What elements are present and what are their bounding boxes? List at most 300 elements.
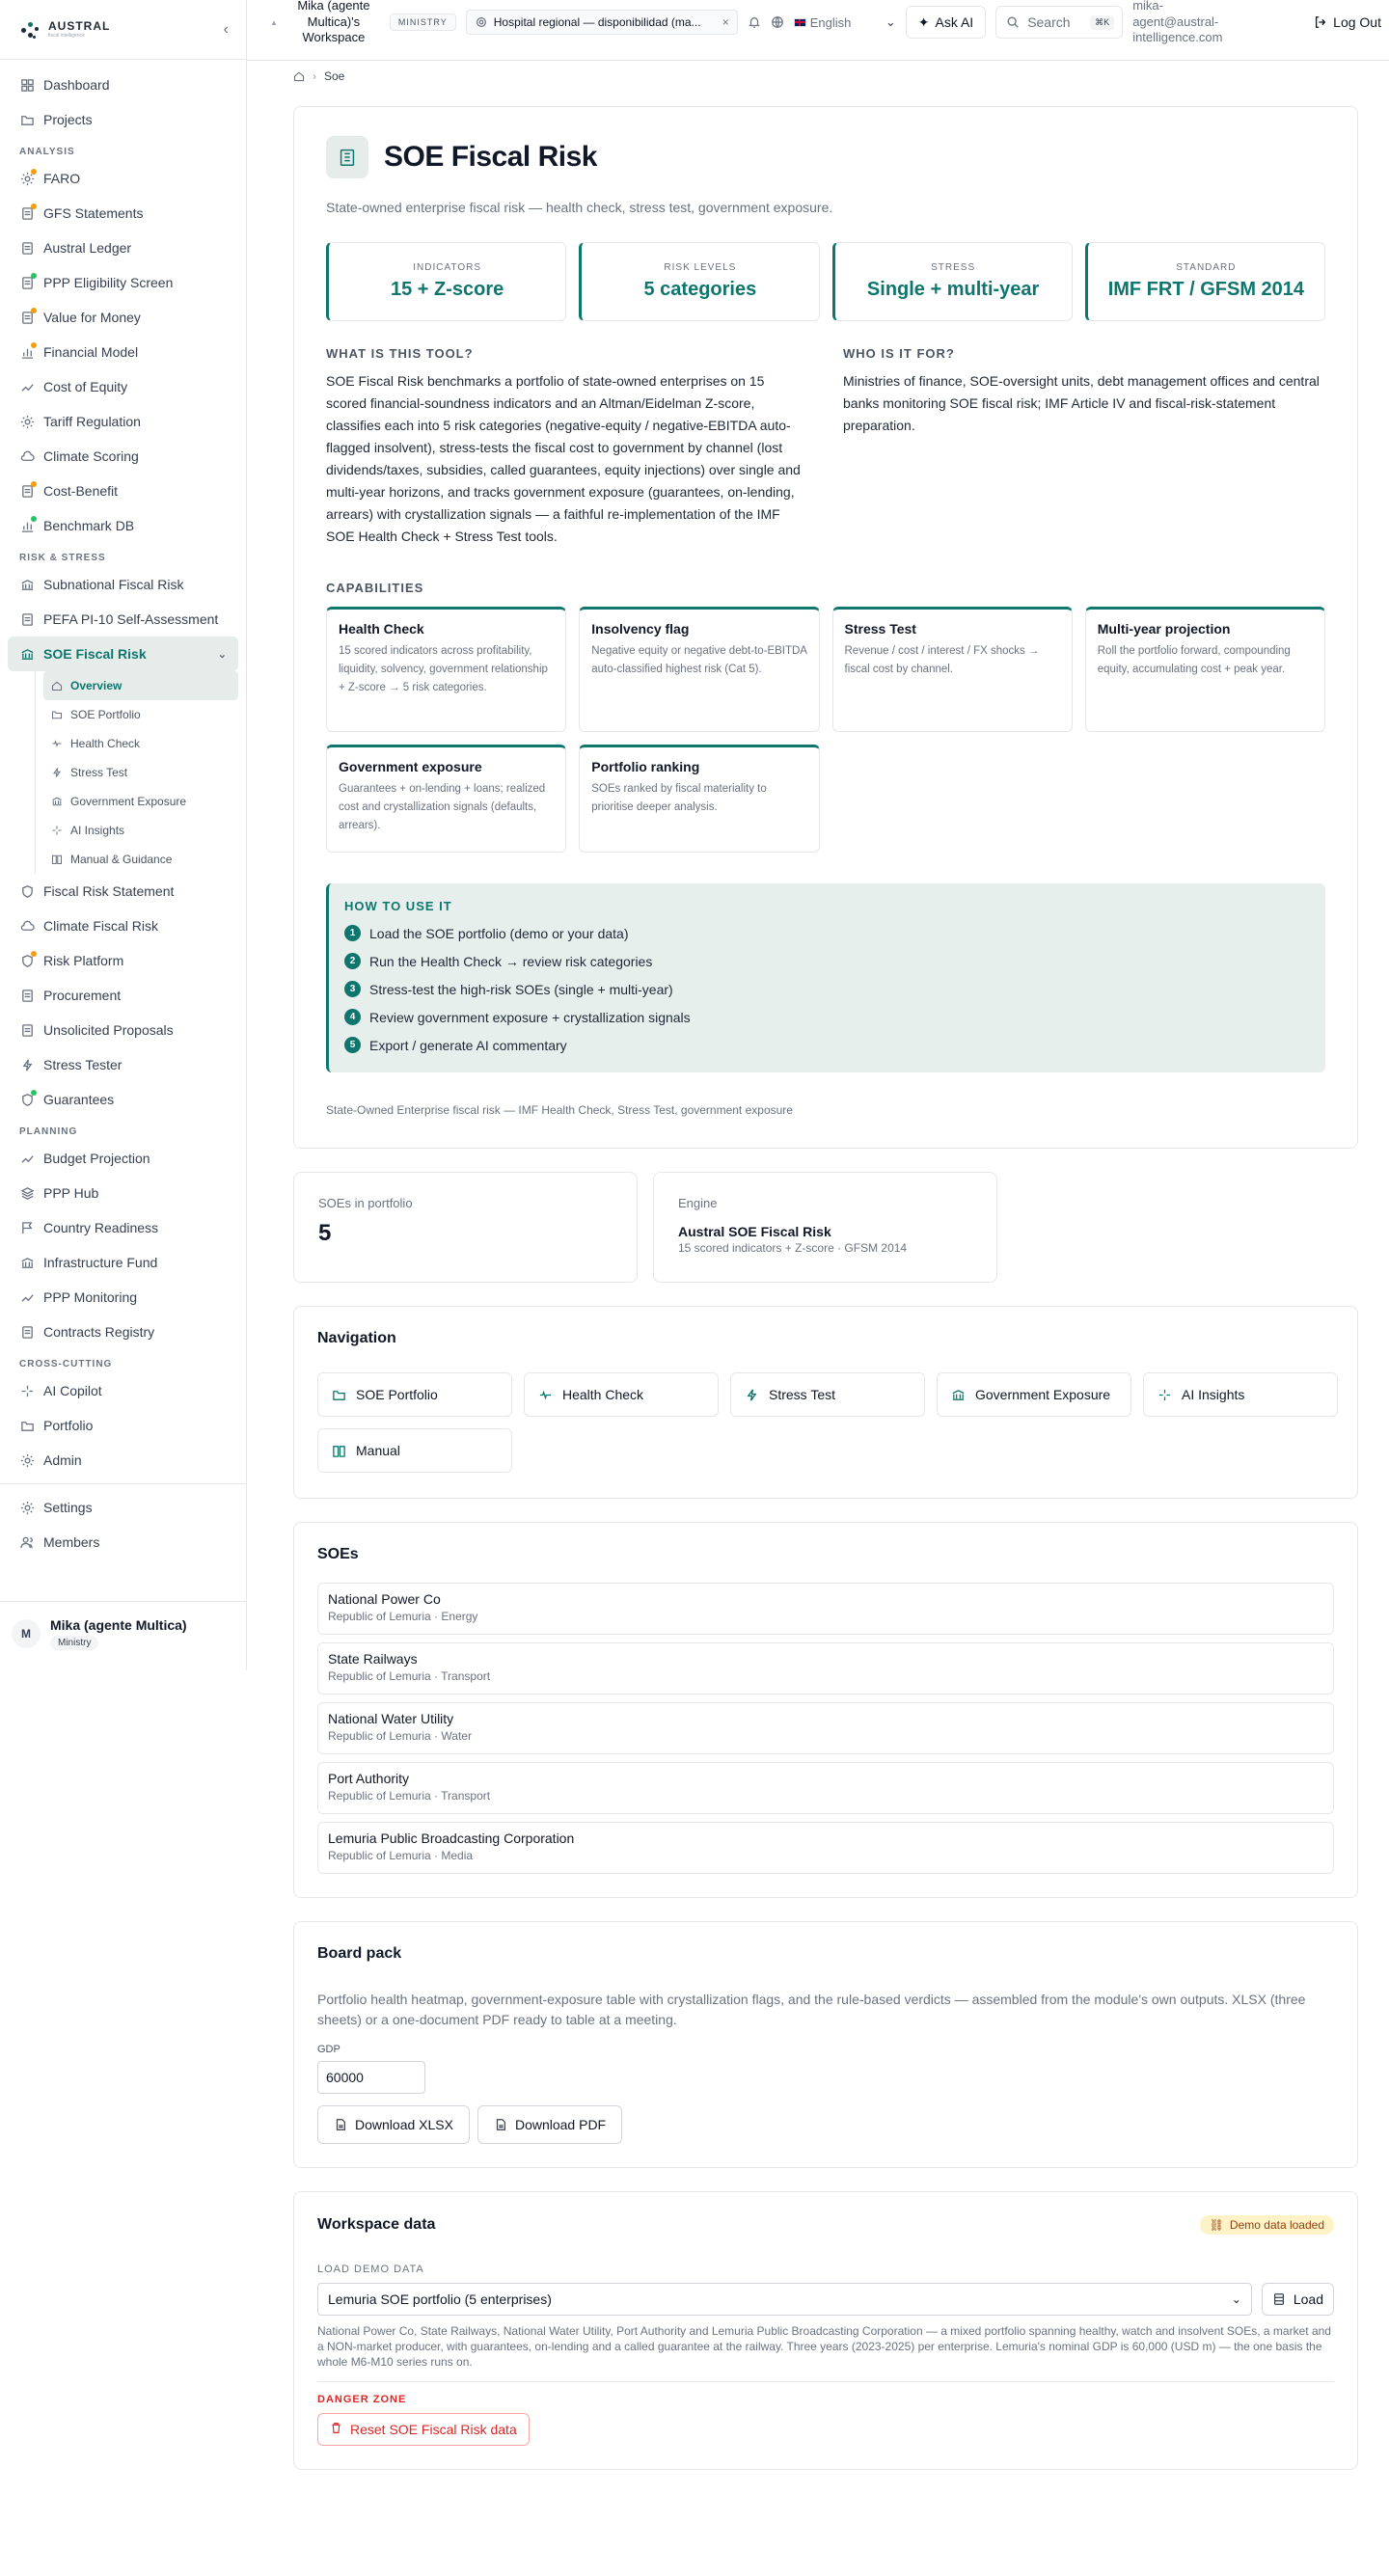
cloud-icon	[19, 918, 35, 934]
how-to-heading: HOW TO USE IT	[344, 899, 452, 913]
kpi-label: Engine	[678, 1196, 718, 1210]
how-to-step	[344, 975, 1310, 1003]
selected-value: Lemuria SOE portfolio (5 enterprises)	[328, 2291, 552, 2307]
how-to-step	[344, 919, 1310, 947]
sidebar-item-budget-projection[interactable]	[8, 1141, 238, 1176]
status-dot	[31, 516, 37, 522]
breadcrumb-current: Soe	[324, 69, 345, 83]
breadcrumb-separator: ›	[313, 69, 316, 83]
sidebar-item-label: Austral Ledger	[43, 240, 132, 256]
lightning-icon	[19, 1057, 35, 1072]
nav-card-manual[interactable]	[317, 1428, 512, 1473]
target-icon	[475, 15, 488, 29]
how-to-step	[344, 1031, 1310, 1059]
folder-icon	[19, 112, 35, 127]
folder-icon	[19, 1418, 35, 1433]
step-number: 5	[344, 1037, 361, 1053]
bell-icon[interactable]	[748, 15, 761, 29]
document-icon	[19, 988, 35, 1003]
download-xlsx-button[interactable]	[317, 2105, 470, 2144]
capability-description: SOEs ranked by fiscal materiality to prioritise deeper analysis.	[591, 783, 767, 813]
globe-icon[interactable]	[771, 15, 784, 29]
sidebar-item-gfs-statements[interactable]	[8, 196, 238, 230]
bar-chart-icon	[19, 518, 35, 533]
sidebar-item-infrastructure-fund[interactable]	[8, 1245, 238, 1280]
stat-value: 5 categories	[643, 279, 757, 300]
sidebar-item-label: Settings	[43, 1500, 93, 1515]
workspace-name[interactable]: Mika (agente Multica)'s Workspace	[297, 0, 370, 45]
nav-card-label: Health Check	[562, 1387, 644, 1402]
database-icon	[1272, 2292, 1286, 2306]
home-icon[interactable]	[293, 70, 305, 82]
workspace-data-panel	[293, 2191, 1358, 2470]
status-dot	[31, 273, 37, 279]
language-select[interactable]	[794, 14, 896, 30]
list-item[interactable]	[317, 1702, 1334, 1754]
dashboard-icon	[19, 77, 35, 93]
capabilities-heading: CAPABILITIES	[326, 581, 424, 595]
board-pack-panel	[293, 1921, 1358, 2168]
nav-card-stress-test[interactable]	[730, 1372, 925, 1417]
step-text: Review government exposure + crystallization signals	[369, 1009, 691, 1025]
folder-icon	[51, 709, 64, 721]
soe-meta: Republic of Lemuria · Transport	[328, 1789, 491, 1803]
user-name: Mika (agente Multica)	[50, 1617, 187, 1633]
reset-data-button[interactable]	[317, 2413, 530, 2446]
sidebar-item-projects[interactable]	[8, 102, 238, 137]
sidebar	[0, 0, 247, 1670]
capability-card	[326, 745, 566, 853]
lightning-icon	[745, 1388, 759, 1402]
logout-icon	[1314, 15, 1327, 29]
status-badge	[1200, 2215, 1334, 2235]
subnav-item-soe-portfolio[interactable]	[43, 700, 238, 729]
document-icon	[19, 1022, 35, 1038]
status-dot	[31, 203, 37, 209]
page-subtitle: State-owned enterprise fiscal risk — health check, stress test, government exposure.	[326, 200, 833, 215]
tier-badge: MINISTRY	[390, 14, 456, 31]
stat-card	[579, 242, 819, 321]
active-project-pill[interactable]	[466, 10, 738, 35]
home-icon	[51, 680, 64, 692]
soe-name: National Power Co	[328, 1591, 441, 1607]
sidebar-item-label: Value for Money	[43, 310, 141, 325]
sidebar-item-label: Members	[43, 1534, 100, 1550]
capabilities-grid	[326, 607, 1325, 853]
subnav-item-label: Government Exposure	[70, 795, 187, 808]
sidebar-item-financial-model[interactable]	[8, 335, 238, 369]
sidebar-item-ppp-monitoring[interactable]	[8, 1280, 238, 1315]
bank-icon	[326, 136, 368, 178]
tool-overview-card	[293, 106, 1358, 1149]
load-demo-label: LOAD DEMO DATA	[317, 2264, 424, 2275]
pulse-icon	[51, 738, 64, 750]
chevron-down-icon: ⌄	[1231, 2292, 1241, 2306]
bar-chart-icon	[19, 344, 35, 360]
capability-title: Insolvency flag	[591, 621, 690, 637]
link-icon: ⛓	[1209, 2218, 1224, 2232]
sidebar-item-label: Portfolio	[43, 1418, 94, 1433]
soe-name: Port Authority	[328, 1771, 410, 1786]
sidebar-item-label: Cost of Equity	[43, 379, 128, 394]
soe-meta: Republic of Lemuria · Water	[328, 1729, 472, 1743]
kpi-label: SOEs in portfolio	[318, 1196, 413, 1210]
sidebar-item-label: GFS Statements	[43, 205, 144, 221]
sidebar-item-label: Infrastructure Fund	[43, 1255, 158, 1270]
nav-card-government-exposure[interactable]	[937, 1372, 1131, 1417]
pulse-icon	[538, 1388, 553, 1402]
what-heading: WHAT IS THIS TOOL?	[326, 346, 474, 361]
sidebar-item-stress-tester[interactable]	[8, 1047, 238, 1082]
nav-card-label: Manual	[356, 1443, 400, 1458]
subnav-item-ai-insights[interactable]	[43, 816, 238, 845]
book-icon	[51, 854, 64, 866]
sidebar-item-ai-copilot[interactable]	[8, 1373, 238, 1408]
document-icon	[19, 611, 35, 627]
bank-icon	[19, 646, 35, 662]
collapse-sidebar-icon[interactable]: ‹	[223, 20, 229, 38]
main-content	[247, 60, 1389, 2470]
language-label: English	[809, 14, 852, 30]
capability-description: Negative equity or negative debt-to-EBITDA auto-classified highest risk (Cat 5).	[591, 645, 807, 675]
soe-name: State Railways	[328, 1651, 418, 1667]
avatar: M	[12, 1619, 41, 1648]
breadcrumb	[270, 60, 1366, 93]
subnav-item-label: Manual & Guidance	[70, 853, 173, 866]
demo-dataset-description: National Power Co, State Railways, National Water Utility, Port Authority and Lemuria Public Broadcasting Corporation — a mixed portfolio spanning healthy, watch and insolvent SOEs, a market and a NON-market producer, with guarantees, on-lending and a called guarantee at the railway. Three years (2023-2025) per enterprise. Lemuria's nominal GDP is 60,000 (USD m) — the one basis the whole M6-M10 series runs on.	[317, 2324, 1331, 2369]
sidebar-item-unsolicited-proposals[interactable]	[8, 1013, 238, 1047]
subnav-item-government-exposure[interactable]	[43, 787, 238, 816]
subnav-item-stress-test[interactable]	[43, 758, 238, 787]
brand-name: AUSTRAL	[48, 19, 111, 33]
brand-tagline: fiscal intelligence	[48, 33, 85, 39]
step-number: 1	[344, 925, 361, 941]
bank-icon	[51, 796, 64, 808]
status-dot	[31, 169, 37, 175]
chevron-down-icon: ⌄	[885, 14, 896, 29]
stat-label: RISK LEVELS	[664, 262, 737, 273]
users-icon	[19, 1534, 35, 1550]
sidebar-item-contracts-registry[interactable]	[8, 1315, 238, 1349]
panel-title: Navigation	[317, 1330, 396, 1346]
subnav-item-label: Stress Test	[70, 766, 128, 779]
sidebar-item-climate-fiscal-risk[interactable]	[8, 908, 238, 943]
stat-row	[326, 242, 1325, 321]
section-heading-analysis: ANALYSIS	[19, 147, 75, 157]
subnav-item-label: Overview	[70, 679, 123, 692]
capability-title: Multi-year projection	[1097, 621, 1231, 637]
sidebar-item-label: Projects	[43, 112, 93, 127]
sidebar-item-label: PPP Eligibility Screen	[43, 275, 174, 290]
sidebar-item-label: Contracts Registry	[43, 1324, 155, 1340]
sidebar-user[interactable]	[0, 1601, 246, 1666]
gear-icon	[19, 1500, 35, 1515]
bank-icon	[951, 1388, 966, 1402]
demo-dataset-select[interactable]	[317, 2283, 1252, 2316]
sidebar-item-austral-ledger[interactable]	[8, 230, 238, 265]
sidebar-item-label: FARO	[43, 171, 81, 186]
sidebar-item-benchmark-db[interactable]	[8, 508, 238, 543]
button-label: Reset SOE Fiscal Risk data	[350, 2422, 517, 2437]
kpi-value: 5	[318, 1220, 332, 1246]
sidebar-item-label: Risk Platform	[43, 953, 124, 968]
bank-icon	[19, 577, 35, 592]
sidebar-item-country-readiness[interactable]	[8, 1210, 238, 1245]
capability-description: Roll the portfolio forward, compounding equity, accumulating cost + peak year.	[1097, 645, 1291, 675]
stat-value: 15 + Z-score	[390, 279, 504, 300]
step-number: 3	[344, 981, 361, 997]
document-icon	[19, 205, 35, 221]
status-dot	[31, 481, 37, 487]
soe-meta: Republic of Lemuria · Energy	[328, 1610, 478, 1623]
stat-card	[1085, 242, 1325, 321]
sidebar-item-label: Admin	[43, 1452, 82, 1468]
soe-name: Lemuria Public Broadcasting Corporation	[328, 1830, 575, 1846]
book-icon	[332, 1444, 346, 1458]
document-icon	[19, 240, 35, 256]
soe-meta: Republic of Lemuria · Transport	[328, 1669, 491, 1683]
soe-subnav	[35, 671, 238, 874]
stat-value: IMF FRT / GFSM 2014	[1107, 279, 1305, 300]
gear-icon	[19, 171, 35, 186]
sidebar-item-label: Fiscal Risk Statement	[43, 883, 175, 899]
close-icon[interactable]: ×	[722, 15, 729, 29]
trend-icon	[19, 1151, 35, 1166]
chevron-down-icon[interactable]: ⌄	[217, 648, 227, 661]
shield-icon	[19, 953, 35, 968]
button-label: Load	[1293, 2291, 1323, 2307]
sidebar-item-label: Stress Tester	[43, 1057, 123, 1072]
flag-icon	[19, 1220, 35, 1235]
who-heading: WHO IS IT FOR?	[843, 346, 955, 361]
sparkle-icon	[51, 825, 64, 837]
section-heading-risk: RISK & STRESS	[19, 553, 106, 563]
user-tier-badge: Ministry	[50, 1636, 98, 1650]
subnav-item-label: SOE Portfolio	[70, 708, 141, 721]
sidebar-item-label: Subnational Fiscal Risk	[43, 577, 184, 592]
how-to-step	[344, 1003, 1310, 1031]
overview-footnote: State-Owned Enterprise fiscal risk — IMF Health Check, Stress Test, government exposure	[326, 1103, 793, 1117]
capability-card	[1085, 607, 1325, 732]
document-icon	[19, 275, 35, 290]
sidebar-item-label: Guarantees	[43, 1092, 115, 1107]
capability-title: Government exposure	[339, 759, 482, 774]
uk-flag-icon	[794, 18, 806, 27]
logout-button[interactable]	[1314, 14, 1381, 30]
capability-title: Health Check	[339, 621, 424, 637]
soes-panel	[293, 1522, 1358, 1898]
nav-card-label: Stress Test	[769, 1387, 835, 1402]
engine-description: 15 scored indicators + Z-score · GFSM 2014	[678, 1241, 908, 1255]
section-heading-cross-cutting: CROSS-CUTTING	[19, 1359, 113, 1369]
step-text: Run the Health Check → review risk categories	[369, 953, 653, 969]
load-button[interactable]	[1262, 2283, 1334, 2316]
folder-icon	[332, 1388, 346, 1402]
panel-title: Board pack	[317, 1945, 402, 1962]
list-item[interactable]	[317, 1822, 1334, 1874]
trend-icon	[19, 379, 35, 394]
sidebar-item-soe-fiscal-risk[interactable]	[8, 637, 238, 671]
navigation-panel	[293, 1306, 1358, 1499]
sparkle-icon	[19, 1383, 35, 1398]
capability-description: Guarantees + on-lending + loans; realized cost and crystallization signals (defaults, arrears).	[339, 783, 546, 831]
file-icon	[494, 2118, 507, 2131]
soe-count-card	[293, 1172, 638, 1283]
workspace-switcher-icon[interactable]: ▲	[270, 17, 278, 27]
sidebar-item-label: Procurement	[43, 988, 122, 1003]
sidebar-item-subnational-fiscal-risk[interactable]	[8, 567, 238, 602]
logo-mark-icon	[19, 18, 42, 41]
board-pack-description: Portfolio health heatmap, government-exposure table with crystallization flags, and the rule-based verdicts — assembled from the module's own outputs. XLSX (three sheets) or a one-document PDF ready to table at a meeting.	[317, 1992, 1306, 2027]
sidebar-item-tariff-regulation[interactable]	[8, 404, 238, 439]
logout-label: Log Out	[1333, 14, 1381, 30]
who-text: Ministries of finance, SOE-oversight units, debt management offices and central banks monitoring SOE fiscal risk; IMF Article IV and fiscal-risk-statement preparation.	[843, 373, 1320, 433]
search-icon	[1006, 15, 1020, 29]
sidebar-item-label: Country Readiness	[43, 1220, 159, 1235]
download-pdf-button[interactable]	[477, 2105, 622, 2144]
search-shortcut: ⌘K	[1090, 15, 1114, 30]
user-email: mika-agent@austral-intelligence.com	[1132, 0, 1223, 45]
status-dot	[31, 1090, 37, 1096]
active-project-name: Hospital regional — disponibilidad (ma...	[493, 15, 701, 29]
list-item[interactable]	[317, 1583, 1334, 1635]
sidebar-item-settings[interactable]	[8, 1490, 238, 1525]
capability-card	[579, 745, 819, 853]
list-item[interactable]	[317, 1642, 1334, 1695]
how-to-panel	[326, 883, 1325, 1072]
nav-card-label: AI Insights	[1182, 1387, 1245, 1402]
document-icon	[19, 1324, 35, 1340]
stat-label: INDICATORS	[413, 262, 481, 273]
how-to-step	[344, 947, 1310, 975]
search-placeholder: Search	[1027, 14, 1071, 30]
sidebar-item-pefa-pi-10-self-assessment[interactable]	[8, 602, 238, 637]
capability-card	[832, 607, 1073, 732]
capability-description: 15 scored indicators across profitability, liquidity, solvency, government relationship + Z-score → 5 risk categories.	[339, 645, 548, 693]
nav-card-health-check[interactable]	[524, 1372, 719, 1417]
step-text: Export / generate AI commentary	[369, 1037, 567, 1053]
step-number: 2	[344, 953, 361, 969]
button-label: Download XLSX	[355, 2117, 453, 2132]
sidebar-item-procurement[interactable]	[8, 978, 238, 1013]
panel-title: SOEs	[317, 1546, 359, 1562]
stat-value: Single + multi-year	[866, 279, 1040, 300]
section-heading-planning: PLANNING	[19, 1126, 78, 1137]
capability-card	[579, 607, 819, 732]
shield-icon	[19, 1092, 35, 1107]
engine-card	[653, 1172, 997, 1283]
sidebar-item-fiscal-risk-statement[interactable]	[8, 874, 238, 908]
sidebar-item-label: Benchmark DB	[43, 518, 135, 533]
subnav-item-manual-and-guidance[interactable]	[43, 845, 238, 874]
sidebar-item-risk-platform[interactable]	[8, 943, 238, 978]
stat-label: STRESS	[931, 262, 976, 273]
capability-card	[326, 607, 566, 732]
panel-title: Workspace data	[317, 2216, 436, 2233]
document-icon	[19, 310, 35, 325]
list-item[interactable]	[317, 1762, 1334, 1814]
capability-description: Revenue / cost / interest / FX shocks → fiscal cost by channel.	[844, 645, 1040, 675]
sidebar-item-cost-of-equity[interactable]	[8, 369, 238, 404]
stat-card	[326, 242, 566, 321]
nav-card-label: Government Exposure	[975, 1387, 1111, 1402]
gdp-input[interactable]	[317, 2061, 425, 2094]
status-dot	[31, 342, 37, 348]
sidebar-item-members[interactable]	[8, 1525, 238, 1559]
capability-title: Portfolio ranking	[591, 759, 700, 774]
austral-logo[interactable]	[19, 18, 110, 41]
brand-header	[0, 0, 246, 60]
trash-icon	[330, 2422, 342, 2437]
stat-label: STANDARD	[1176, 262, 1237, 273]
sidebar-item-label: PEFA PI-10 Self-Assessment	[43, 611, 219, 627]
sidebar-item-guarantees[interactable]	[8, 1082, 238, 1117]
subnav-item-health-check[interactable]	[43, 729, 238, 758]
sidebar-item-faro[interactable]	[8, 161, 238, 196]
danger-zone-label: DANGER ZONE	[317, 2394, 407, 2405]
sidebar-item-label: Unsolicited Proposals	[43, 1022, 174, 1038]
sidebar-item-label: Tariff Regulation	[43, 414, 141, 429]
sidebar-item-ppp-hub[interactable]	[8, 1176, 238, 1210]
topbar	[247, 0, 1389, 44]
what-text: SOE Fiscal Risk benchmarks a portfolio of state-owned enterprises on 15 scored financial-soundness indicators and an Altman/Eidelman Z-score, classifies each into 5 risk categories (negative-equity / negative-EBITDA auto-flagged insolvent), stress-tests the fiscal cost to government by channel (lost dividends/taxes, subsidies, called guarantees, equity injections) over single and multi-year horizons, and tracks government exposure (guarantees, on-lending, arrears) with crystallization signals — a faithful re-implementation of the IMF SOE Health Check + Stress Test tools.	[326, 373, 801, 544]
sidebar-item-climate-scoring[interactable]	[8, 439, 238, 474]
sidebar-item-label: Climate Fiscal Risk	[43, 918, 159, 934]
nav-card-soe-portfolio[interactable]	[317, 1372, 512, 1417]
engine-name: Austral SOE Fiscal Risk	[678, 1224, 831, 1239]
sparkle-icon: ✦	[917, 14, 930, 30]
ask-ai-label: Ask AI	[935, 14, 974, 30]
page-title: SOE Fiscal Risk	[384, 141, 597, 173]
sidebar-item-portfolio[interactable]	[8, 1408, 238, 1443]
soe-name: National Water Utility	[328, 1711, 454, 1726]
sidebar-item-label: Financial Model	[43, 344, 139, 360]
sidebar-item-label: AI Copilot	[43, 1383, 102, 1398]
step-number: 4	[344, 1009, 361, 1025]
subnav-item-overview[interactable]	[43, 671, 238, 700]
sidebar-item-label: Climate Scoring	[43, 448, 139, 464]
button-label: Download PDF	[514, 2117, 607, 2132]
subnav-item-label: AI Insights	[70, 824, 125, 837]
shield-icon	[19, 883, 35, 899]
sidebar-item-label: Budget Projection	[43, 1151, 150, 1166]
file-icon	[334, 2118, 347, 2131]
sidebar-item-value-for-money[interactable]	[8, 300, 238, 335]
gear-icon	[19, 1452, 35, 1468]
sidebar-item-dashboard[interactable]	[8, 68, 238, 102]
badge-label: Demo data loaded	[1229, 2218, 1324, 2232]
sidebar-item-label: SOE Fiscal Risk	[43, 646, 147, 662]
step-text: Load the SOE portfolio (demo or your data)	[369, 925, 629, 941]
step-text: Stress-test the high-risk SOEs (single + multi-year)	[369, 981, 673, 997]
subnav-item-label: Health Check	[70, 737, 141, 750]
sidebar-item-admin[interactable]	[8, 1443, 238, 1478]
sidebar-item-ppp-eligibility-screen[interactable]	[8, 265, 238, 300]
trend-icon	[19, 1289, 35, 1305]
nav-card-ai-insights[interactable]	[1143, 1372, 1338, 1417]
sidebar-nav	[0, 60, 246, 1567]
status-dot	[31, 308, 37, 313]
gear-icon	[19, 414, 35, 429]
capability-title: Stress Test	[844, 621, 916, 637]
status-dot	[31, 951, 37, 957]
sidebar-item-label: Cost-Benefit	[43, 483, 119, 499]
sidebar-item-cost-benefit[interactable]	[8, 474, 238, 508]
sidebar-item-label: PPP Monitoring	[43, 1289, 138, 1305]
ask-ai-button[interactable]	[906, 6, 986, 39]
gdp-label: GDP	[317, 2044, 340, 2055]
search-input[interactable]	[995, 6, 1123, 39]
